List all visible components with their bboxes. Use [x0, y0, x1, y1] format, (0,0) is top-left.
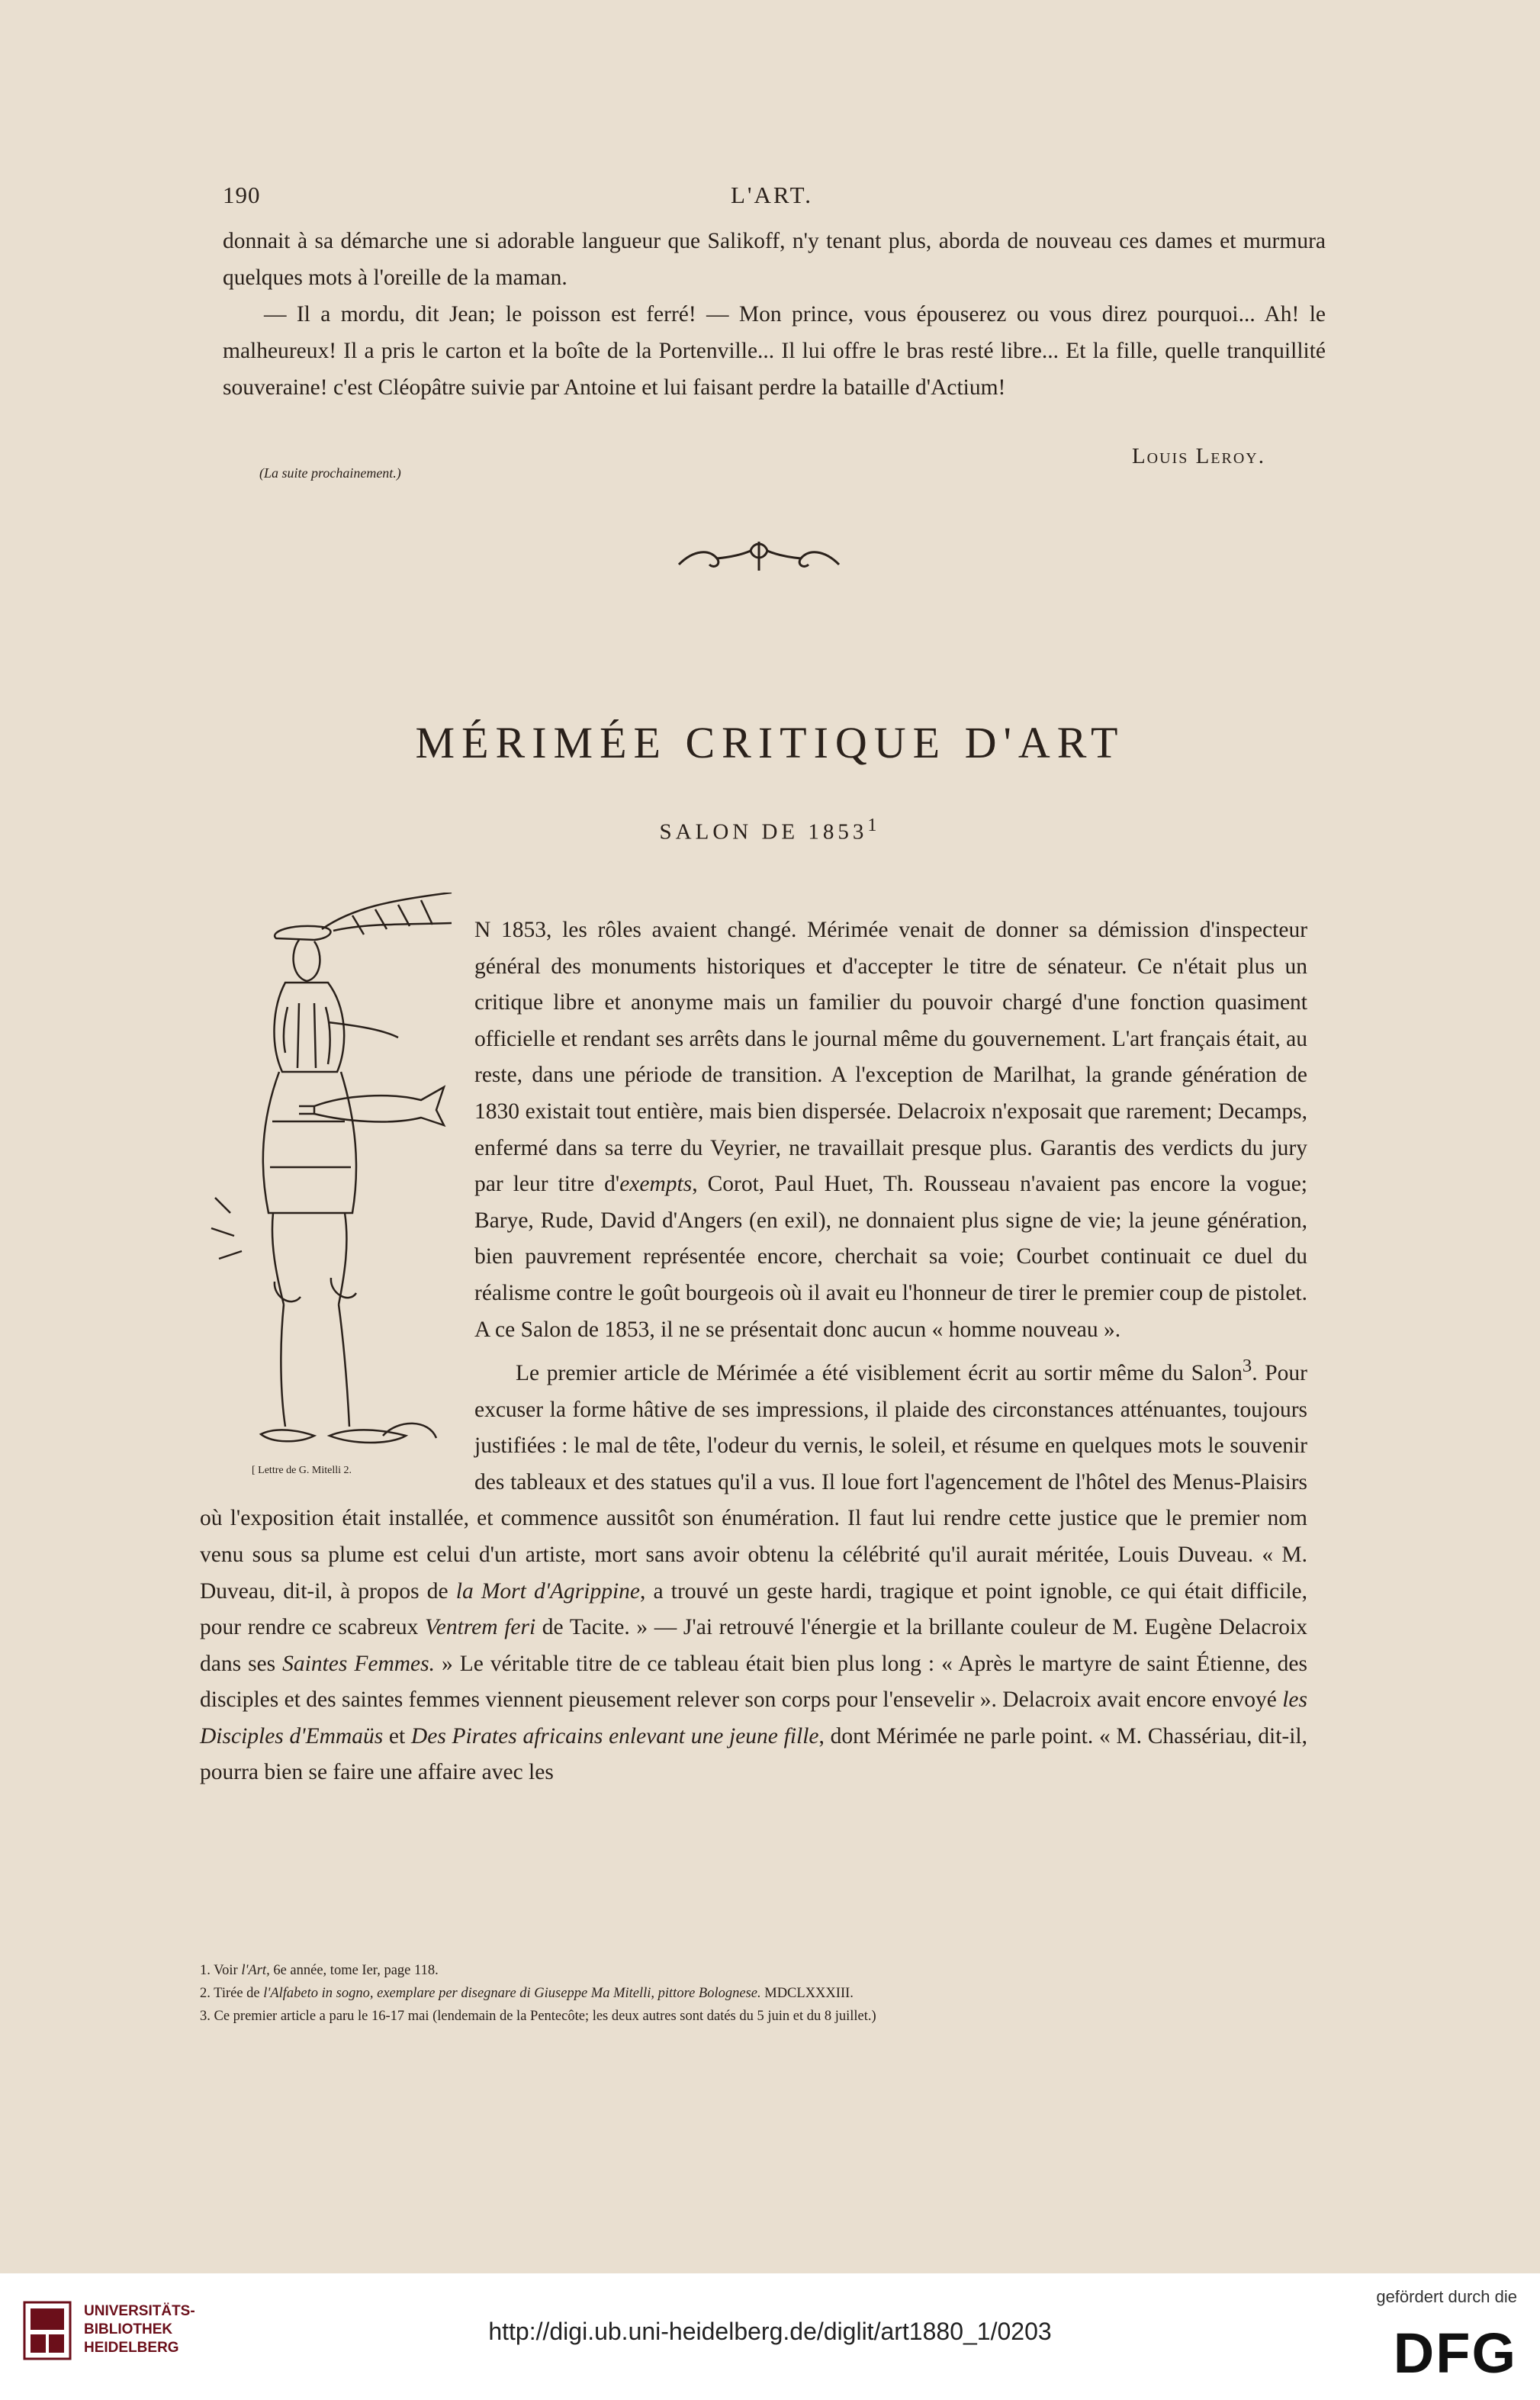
text-run: , Corot, Paul Huet, Th. Rousseau n'avaient pas encore la vogue; Barye, Rude, David d'Angers (en exil), ne donnaient plus signe de vie; la jeune génération, bien pauvrement représentée encore, cherchait sa voie; Courbet continuait ce duel du réalisme contre le goût bourgeois où il avait eu l'honneur de tirer le premier coup de pistolet. A ce Salon de 1853, il ne se présentait donc aucun « homme nouveau ».: [474, 1172, 1307, 1342]
continuation-note: (La suite prochainement.): [259, 465, 401, 481]
text-run: MDCLXXXIII.: [760, 1986, 854, 2001]
footnote: 3. Ce premier article a paru le 16-17 mai (lendemain de la Pentecôte; les deux autres sont datés du 5 juin et du 8 juillet.): [200, 2009, 876, 2024]
page-number: 190: [223, 182, 261, 208]
text-run: de Tacite. » — J'ai retrouvé l'énergie et la brillante couleur de M. Eugène Delacroix dans ses: [200, 1615, 1307, 1676]
permalink-url[interactable]: http://digi.ub.uni-heidelberg.de/diglit/art1880_1/0203: [488, 2318, 1052, 2345]
footnote: [200, 1959, 1306, 1982]
text-run: , dont Mérimée ne parle point. « M. Chassériau, dit-il, pourra bien se faire une affaire avec les: [200, 1723, 1308, 1785]
footnotes: [200, 1959, 1306, 2028]
text-run: 1. Voir: [200, 1963, 242, 1978]
footnote: [200, 1982, 1306, 2005]
text-run: 1853, les rôles avaient changé. Mérimée venait de donner sa démission d'inspecteur général des monuments historiques et d'accepter le titre de sénateur. Ce n'était plus un critique libre et anonyme mais un familier du pouvoir chargé d'une fonction quasiment officielle et rendant ses arrêts dans le journal même du gouvernement. L'art français était, au reste, dans une période de transition. A l'exception de Marilhat, la grande génération de 1830 existait tout entière, mais bien dispersée. Delacroix n'exposait que rarement; Decamps, enfermé dans sa terre du Veyrier, ne travaillait presque plus. Garantis des verdicts du jury par leur titre d': [474, 918, 1308, 1197]
subtitle-text: SALON DE 1853: [659, 819, 868, 845]
text-run: exempts: [619, 1172, 693, 1197]
text-run: Le premier article de Mérimée a été visiblement écrit au sortir même du Salon: [516, 1360, 1243, 1385]
text-run: Saintes Femmes.: [282, 1651, 436, 1676]
paragraph: donnait à sa démarche une si adorable langueur que Salikoff, n'y tenant plus, aborda de nouveau ces dames et murmura quelques mots à l'oreille de la maman.: [223, 229, 1326, 290]
library-name-line: HEIDELBERG: [84, 2340, 179, 2356]
footnote-ref: 3: [1242, 1356, 1252, 1377]
text-run: 2. Tirée de: [200, 1986, 264, 2001]
article-body: [200, 912, 1307, 1791]
text-run: Des Pirates africains enlevant une jeune fille: [410, 1723, 819, 1749]
viewer-footer: [0, 2273, 1540, 2400]
running-title: L'ART.: [730, 182, 814, 208]
text-run: l'Alfabeto in sogno, exemplare per disegnare di Giuseppe Ma Mitelli, pittore Bolognese.: [263, 1986, 761, 2001]
text-run: , a trouvé un geste hardi, tragique et point ignoble, ce qui était difficile, pour rendre ce scabreux: [200, 1578, 1308, 1640]
drop-initial: N: [474, 918, 491, 942]
author-signature: Louis Leroy.: [1131, 444, 1265, 468]
dfg-logo-icon: DFG: [1393, 2321, 1517, 2385]
ornament-divider-icon: [671, 534, 847, 580]
text-run: . Pour excuser la forme hâtive de ses impressions, il plaide des circonstances atténuantes, toujours justifiées : le mal de tête, l'odeur du vernis, le soleil, et résume en quelques mots le souvenir des tableaux et des statues qu'il a vus. Il loue fort l'agencement de l'hôtel des Menus-Plaisirs où l'exposition était installée, et commence aussitôt son énumération. Il faut lui rendre cette justice que le premier nom venu sous sa plume est celui d'un artiste, mort sans avoir obtenu la célébrité qu'il aurait méritée, Louis Duveau. « M. Duveau, dit-il, à propos de: [200, 1360, 1307, 1604]
previous-article-text: [223, 223, 1326, 406]
illustration-caption: [ Lettre de G. Mitelli 2.: [252, 1465, 352, 1476]
library-name-line: UNIVERSITÄTS-: [84, 2303, 195, 2319]
paragraph: — Il a mordu, dit Jean; le poisson est ferré! — Mon prince, vous épouserez ou vous direz pourquoi... Ah! le malheureux! Il a pris le carton et la boîte de la Portenville... Il lui offre le bras resté libre... Et la fille, quelle tranquillité souveraine! c'est Cléopâtre suivie par Antoine et lui faisant perdre la bataille d'Actium!: [223, 302, 1326, 400]
library-name-line: BIBLIOTHEK: [84, 2321, 173, 2337]
article-subtitle: [0, 815, 1540, 845]
article-title: MÉRIMÉE CRITIQUE D'ART: [415, 718, 1125, 767]
funded-by-label: gefördert durch die: [1376, 2287, 1517, 2306]
footnote-ref: 1: [867, 815, 881, 835]
funder-logo[interactable]: [1365, 2287, 1517, 2386]
text-run: Ventrem feri: [424, 1615, 536, 1640]
text-run: et: [383, 1723, 411, 1749]
text-run: l'Art,: [241, 1963, 270, 1978]
initial-space: [200, 912, 474, 1500]
text-run: les Disciples d'Emmaüs: [200, 1687, 1307, 1749]
text-run: » Le véritable titre de ce tableau était bien plus long : « Après le martyre de saint Étienne, des disciples et des saintes femmes viennent pieusement relever son corps pour l'ensevelir ». Delacroix avait encore envoyé: [200, 1651, 1307, 1713]
text-run: la Mort d'Agrippine: [455, 1578, 641, 1604]
text-run: 6e année, tome Ier, page 118.: [269, 1963, 439, 1978]
